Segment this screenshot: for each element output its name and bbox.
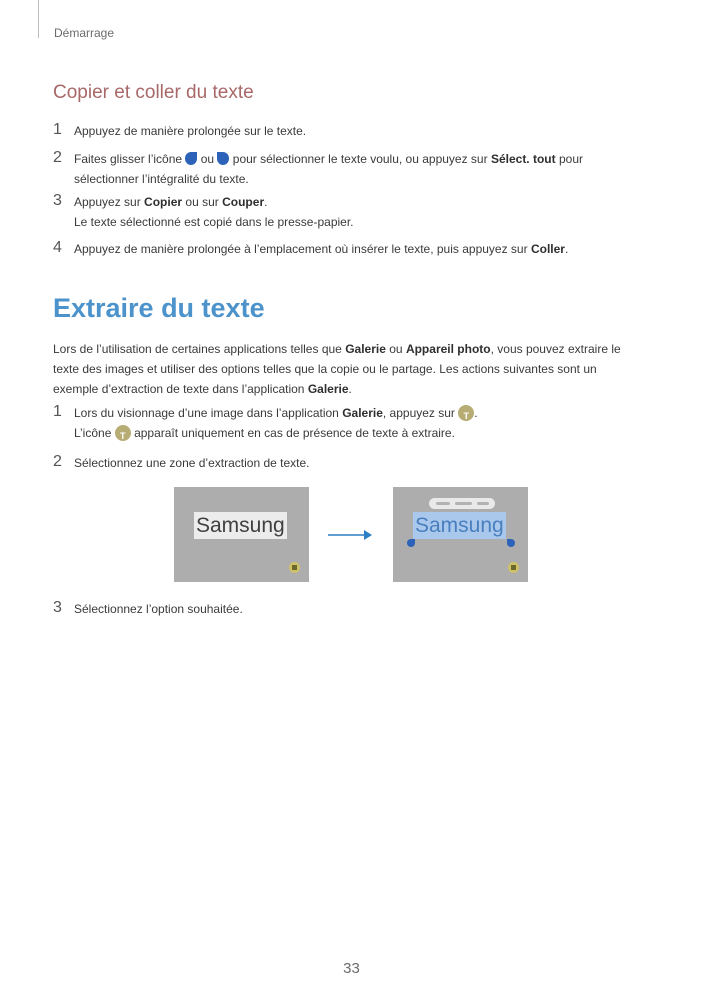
selection-handle-left-icon xyxy=(407,539,415,547)
extract-text-icon xyxy=(508,562,519,573)
extract-text-icon xyxy=(115,425,131,441)
illustration-before xyxy=(174,487,309,582)
arrow-right-icon xyxy=(328,528,372,542)
page-number: 33 xyxy=(343,960,360,977)
illustration-after xyxy=(393,487,528,582)
extract-intro-paragraph: Lors de l’utilisation de certaines applications telles que Galerie ou Appareil photo, vous pouvez extraire le texte des images et utiliser des options telles que la copie ou le partage. Les actions suivantes sont un exemple d’extraction de texte dans l’application Galerie. xyxy=(53,342,621,396)
step-number: 3 xyxy=(53,599,62,616)
step-text: Lors du visionnage d’une image dans l’application Galerie, appuyez sur T . L’icône T apparaît uniquement en cas de présence de texte à extraire. xyxy=(74,403,644,443)
header-rule xyxy=(38,0,39,38)
extract-text-icon xyxy=(458,405,474,421)
detected-text: Samsung xyxy=(196,514,285,537)
step-text: Sélectionnez l’option souhaitée. xyxy=(74,602,243,616)
step-number: 2 xyxy=(53,453,62,470)
step-text: Appuyez de manière prolongée à l’emplacement où insérer le texte, puis appuyez sur Coller. xyxy=(74,242,569,256)
selection-handle-right-icon xyxy=(507,539,515,547)
step-number: 4 xyxy=(53,239,62,256)
selected-text: Samsung xyxy=(415,514,504,537)
step-number: 1 xyxy=(53,403,62,420)
step-text: Appuyez de manière prolongée sur le texte. xyxy=(74,124,307,138)
copy-section-title: Copier et coller du texte xyxy=(53,82,254,103)
extract-text-icon xyxy=(289,562,300,573)
extract-section-title: Extraire du texte xyxy=(53,293,265,323)
step-text: Sélectionnez une zone d’extraction de texte. xyxy=(74,456,310,470)
step-number: 3 xyxy=(53,192,62,209)
step-number: 1 xyxy=(53,121,62,138)
step-text: Appuyez sur Copier ou sur Couper. Le texte sélectionné est copié dans le presse-papier. xyxy=(74,195,354,229)
chapter-header: Démarrage xyxy=(54,26,115,40)
selection-handle-right-icon xyxy=(217,152,229,165)
step-text: Faites glisser l’icône ou pour sélectionner le texte voulu, ou appuyez sur Sélect. tout pour sélectionner l’intégralité du texte. xyxy=(74,152,584,186)
selection-handle-left-icon xyxy=(185,152,197,165)
selection-toolbar xyxy=(429,498,495,509)
step-number: 2 xyxy=(53,149,62,166)
